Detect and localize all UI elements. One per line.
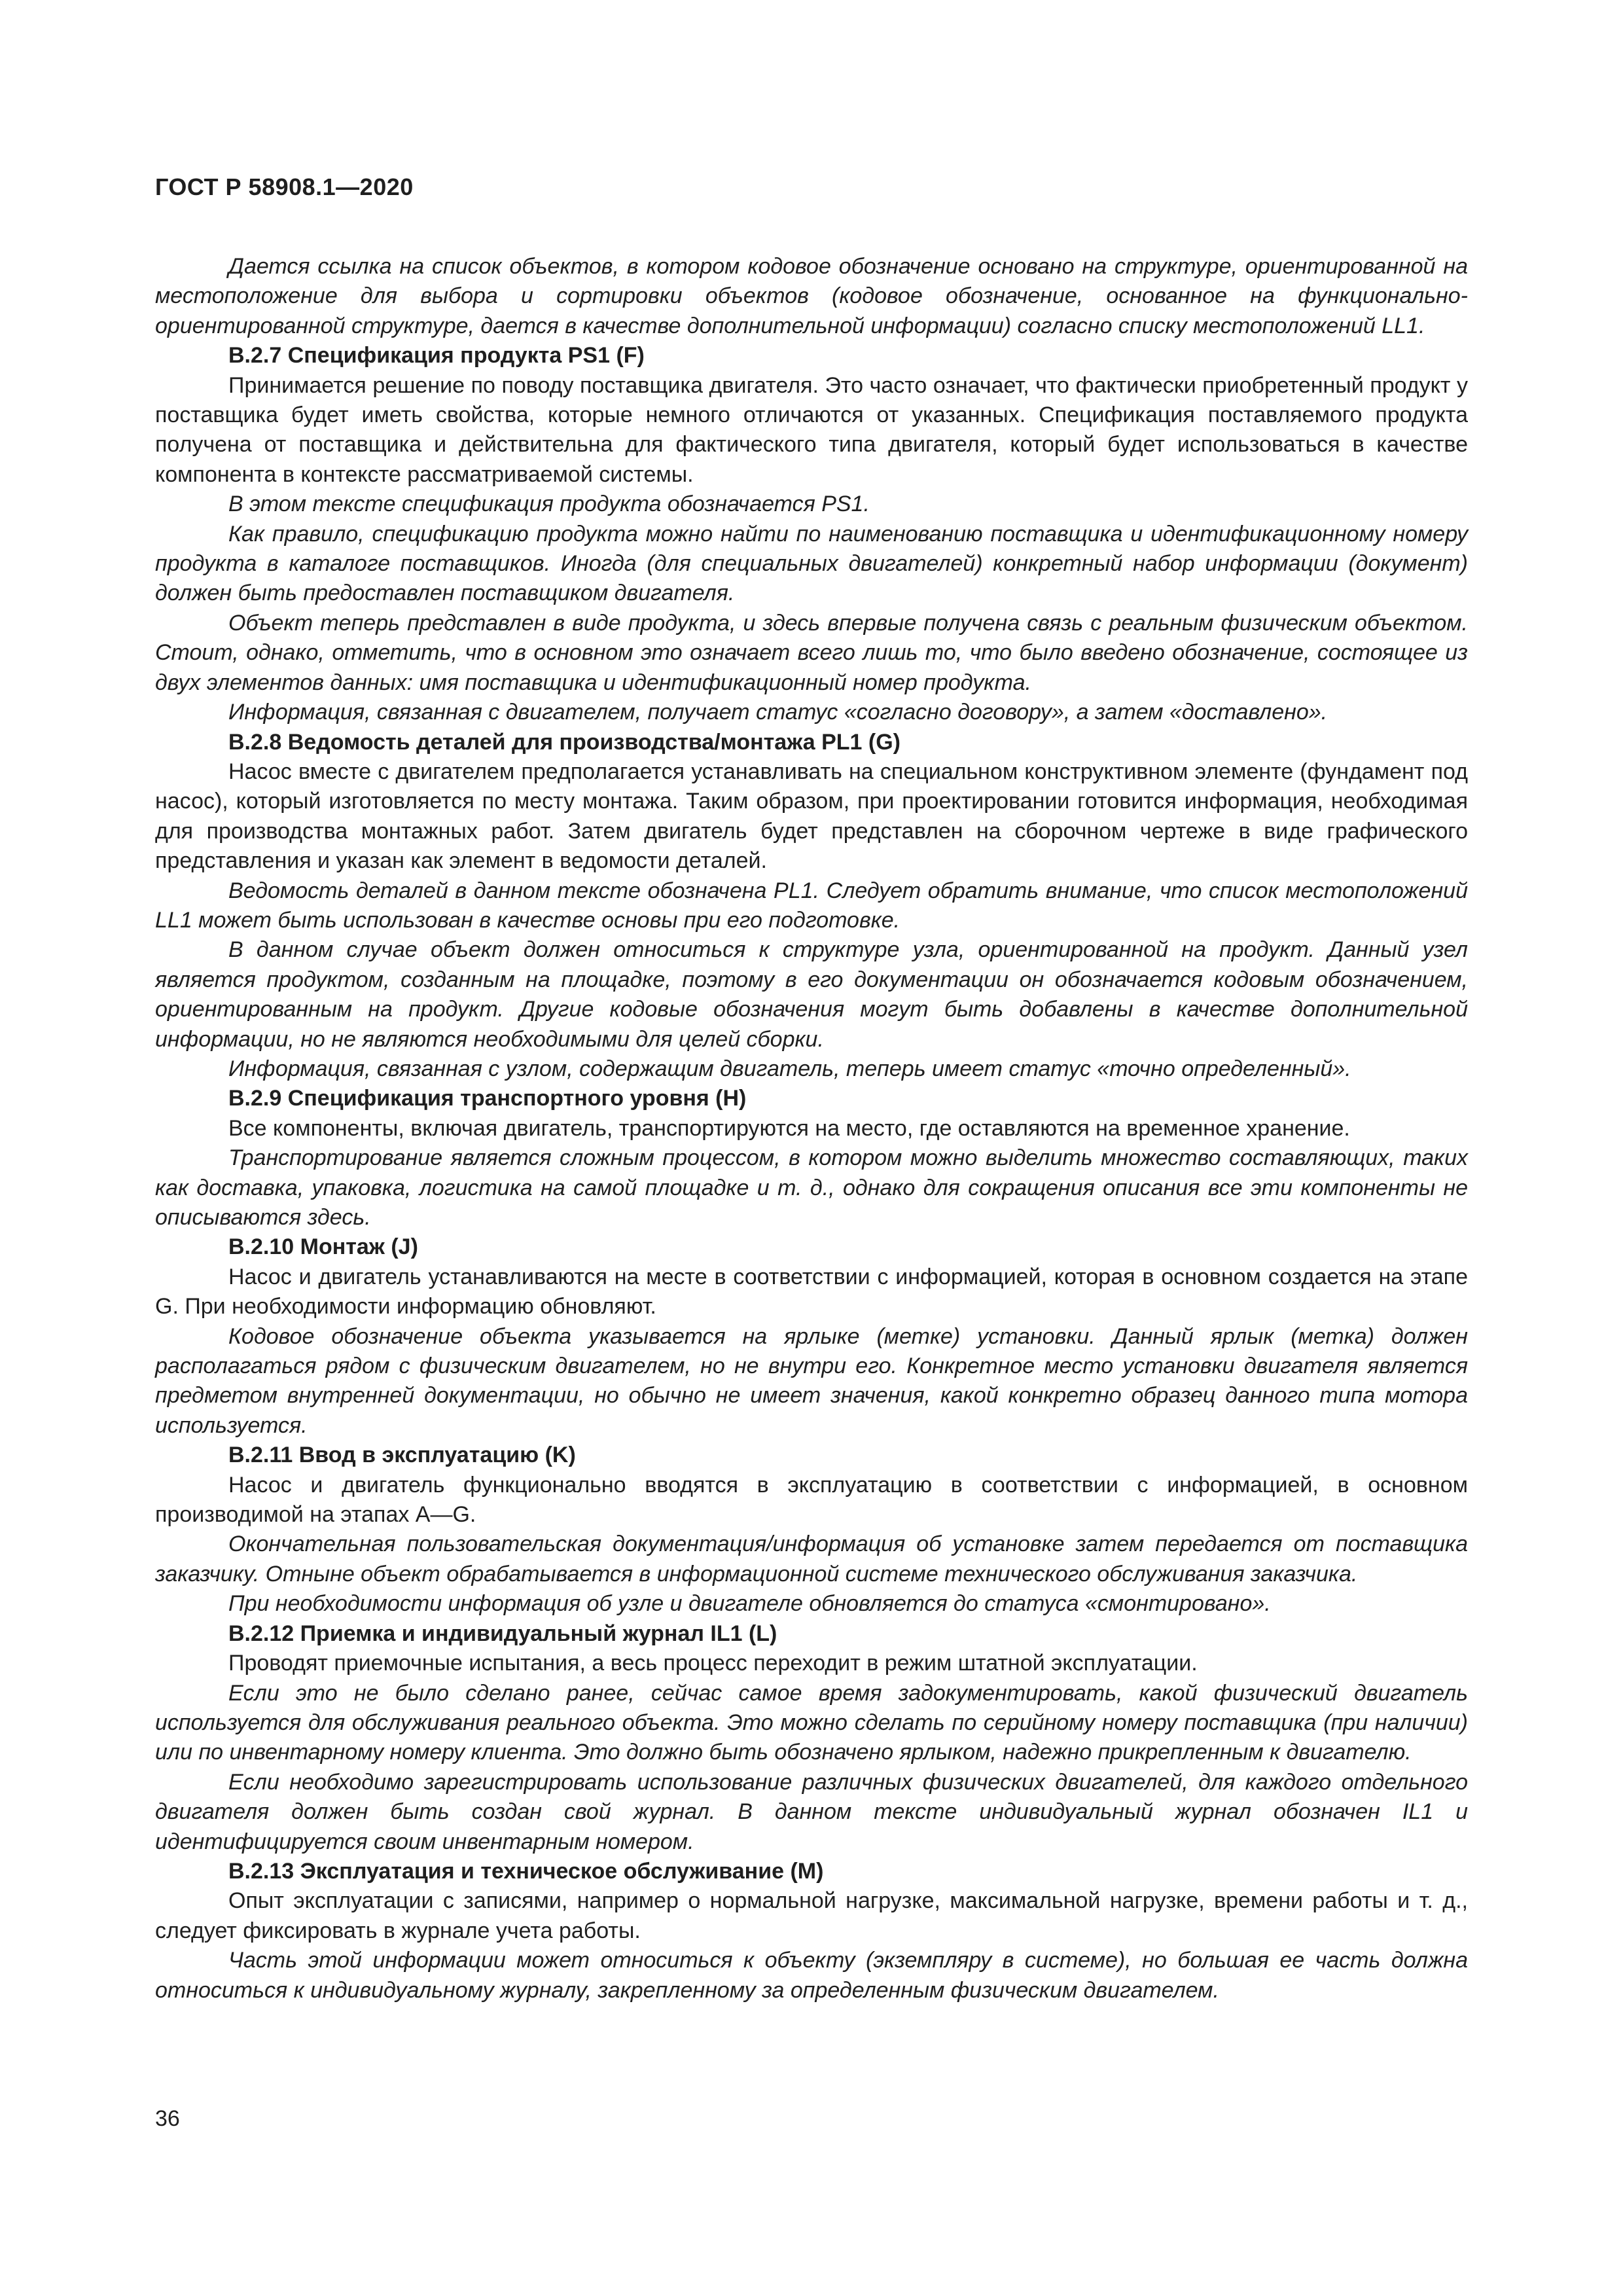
paragraph: Насос и двигатель функционально вводятся в эксплуатацию в соответствии с информацией, в основном производимой на этапах А—G. (155, 1472, 1468, 1528)
paragraph: Часть этой информации может относиться к объекту (экземпляру в системе), но большая ее часть должна относиться к индивидуальному журналу, закрепленному за определенным физическим двигателем. (155, 1948, 1468, 2003)
paragraph: Принимается решение по поводу поставщика двигателя. Это часто означает, что фактически приобретенный продукт у поставщика будет иметь свойства, которые немного отличаются от указанных. Спецификация поставляемого продукта получена от поставщика и действительна для фактического типа двигателя, который будет использоваться в качестве компонента в контексте рассматриваемой системы. (155, 372, 1468, 487)
paragraph: Транспортирование является сложным процессом, в котором можно выделить множество составляющих, таких как доставка, упаковка, логистика на самой площадке и т. д., однако для сокращения описания все эти компоненты не описываются здесь. (155, 1145, 1468, 1230)
paragraph: В этом тексте спецификация продукта обозначается PS1. (228, 492, 870, 517)
paragraph: Объект теперь представлен в виде продукта, и здесь впервые получена связь с реальным физическим объектом. Стоит, однако, отметить, что в основном это означает всего лишь то, что было введено обозначение, состоящее из двух элементов данных: имя поставщика и идентификационный номер продукта. (155, 610, 1468, 695)
paragraph: Информация, связанная с узлом, содержащим двигатель, теперь имеет статус «точно определенный». (228, 1056, 1351, 1081)
paragraph: Проводят приемочные испытания, а весь процесс переходит в режим штатной эксплуатации. (228, 1651, 1198, 1676)
paragraph: Ведомость деталей в данном тексте обозначена PL1. Следует обратить внимание, что список местоположений LL1 может быть использован в качестве основы при его подготовке. (155, 878, 1468, 933)
section-heading-b29: В.2.9 Спецификация транспортного уровня (Н) (228, 1086, 747, 1111)
paragraph: Насос и двигатель устанавливаются на месте в соответствии с информацией, которая в основном создается на этапе G. При необходимости информацию обновляют. (155, 1264, 1468, 1319)
paragraph: Если это не было сделано ранее, сейчас самое время задокументировать, какой физический двигатель используется для обслуживания реального объекта. Это можно сделать по серийному номеру поставщика (при наличии) или по инвентарному номеру клиента. Это должно быть обозначено ярлыком, надежно прикрепленным к двигателю. (155, 1680, 1468, 1765)
section-heading-b212: В.2.12 Приемка и индивидуальный журнал IL1 (L) (228, 1621, 777, 1646)
paragraph: Насос вместе с двигателем предполагается устанавливать на специальном конструктивном элементе (фундамент под насос), который изготовляется по месту монтажа. Таким образом, при проектировании готовится информация, необходимая для производства монтажных работ. Затем двигатель будет представлен на сборочном чертеже в виде графического представления и указан как элемент в ведомости деталей. (155, 759, 1468, 874)
page-number: 36 (155, 2106, 180, 2131)
section-heading-b213: В.2.13 Эксплуатация и техническое обслуживание (M) (228, 1858, 824, 1884)
document-body (155, 252, 1468, 2005)
section-heading-b211: В.2.11 Ввод в эксплуатацию (K) (228, 1443, 576, 1468)
paragraph: Все компоненты, включая двигатель, транспортируются на место, где оставляются на временное хранение. (228, 1115, 1350, 1141)
document-code-header: ГОСТ Р 58908.1—2020 (155, 173, 414, 200)
section-heading-b27: В.2.7 Спецификация продукта PS1 (F) (228, 343, 645, 368)
paragraph: Опыт эксплуатации с записями, например о нормальной нагрузке, максимальной нагрузке, времени работы и т. д., следует фиксировать в журнале учета работы. (155, 1888, 1468, 1943)
paragraph: Информация, связанная с двигателем, получает статус «согласно договору», а затем «доставлено». (228, 700, 1328, 725)
paragraph: Если необходимо зарегистрировать использование различных физических двигателей, для каждого отдельного двигателя должен быть создан свой журнал. В данном тексте индивидуальный журнал обозначен IL1 и идентифицируется своим инвентарным номером. (155, 1769, 1468, 1854)
paragraph: Кодовое обозначение объекта указывается на ярлыке (метке) установки. Данный ярлык (метка) должен располагаться рядом с физическим двигателем, но не внутри его. Конкретное место установки двигателя является предметом внутренней документации, но обычно не имеет значения, какой конкретно образец данного типа мотора используется. (155, 1323, 1468, 1438)
paragraph: При необходимости информация об узле и двигателе обновляется до статуса «смонтировано». (228, 1591, 1271, 1617)
paragraph: Дается ссылка на список объектов, в котором кодовое обозначение основано на структуре, ориентированной на местоположение для выбора и сортировки объектов (кодовое обозначение, основанное на функционально-ориентированной структуре, дается в качестве дополнительной информации) согласно списку местоположений LL1. (155, 254, 1468, 338)
paragraph: Окончательная пользовательская документация/информация об установке затем передается от поставщика заказчику. Отныне объект обрабатывается в информационной системе технического обслуживания заказчика. (155, 1532, 1468, 1587)
paragraph: В данном случае объект должен относиться к структуре узла, ориентированной на продукт. Данный узел является продуктом, созданным на площадке, поэтому в его документации он обозначается кодовым обозначением, ориентированным на продукт. Другие кодовые обозначения могут быть добавлены в качестве дополнительной информации, но не являются необходимыми для целей сборки. (155, 937, 1468, 1052)
paragraph: Как правило, спецификацию продукта можно найти по наименованию поставщика и идентификационному номеру продукта в каталоге поставщиков. Иногда (для специальных двигателей) конкретный набор информации (документ) должен быть предоставлен поставщиком двигателя. (155, 521, 1468, 606)
section-heading-b210: В.2.10 Монтаж (J) (228, 1234, 418, 1260)
section-heading-b28: В.2.8 Ведомость деталей для производства/монтажа PL1 (G) (228, 729, 901, 755)
